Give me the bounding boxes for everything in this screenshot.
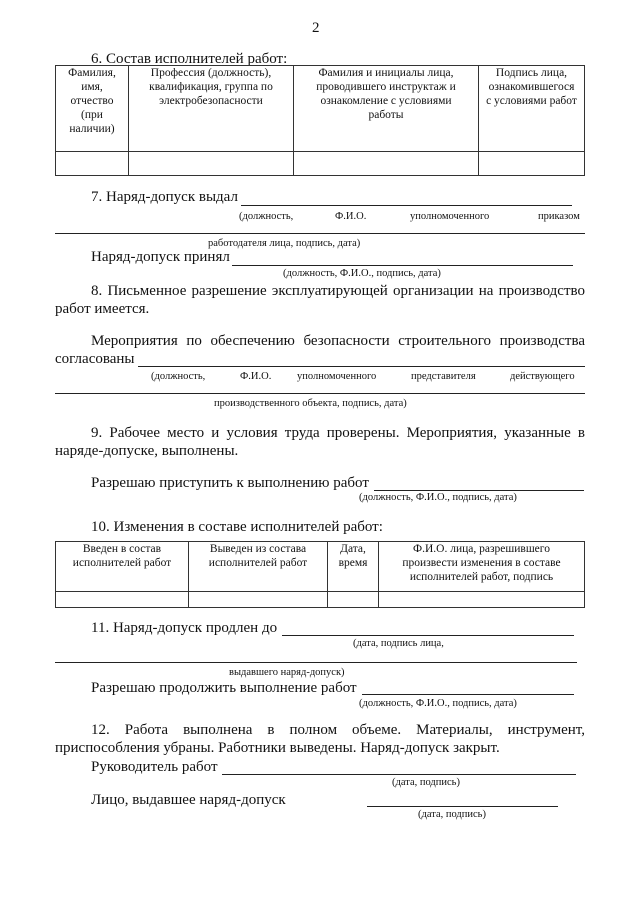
section-6-title: 6. Состав исполнителей работ:: [91, 51, 288, 67]
hint-order: приказом: [538, 211, 580, 222]
page-number: 2: [312, 20, 320, 36]
section-9-line1: 9. Рабочее место и условия труда проверены. Мероприятия, указанные в: [91, 425, 585, 441]
header-added: Введен в состав исполнителей работ: [56, 542, 189, 592]
extended-line-2[interactable]: [55, 662, 577, 663]
section-8-line1: 8. Письменное разрешение эксплуатирующей организации на производство: [91, 283, 585, 299]
accepted-by-line[interactable]: [232, 265, 573, 266]
header-profession: Профессия (должность), квалификация, группа по электробезопасности: [129, 66, 294, 152]
allow-start-hint: (должность, Ф.И.О., подпись, дата): [359, 492, 517, 503]
manager-hint: (дата, подпись): [392, 777, 460, 788]
header-datetime: Дата, время: [328, 542, 379, 592]
hint-employer: работодателя лица, подпись, дата): [208, 238, 361, 249]
measures-line2: согласованы: [55, 351, 135, 367]
accepted-by-label: Наряд-допуск принял: [91, 249, 230, 265]
measures-hint-position: (должность,: [151, 371, 206, 382]
manager-line[interactable]: [222, 774, 576, 775]
cell-profession[interactable]: [129, 152, 294, 176]
cell-datetime[interactable]: [328, 592, 379, 608]
cell-full-name[interactable]: [56, 152, 129, 176]
section-9-line2: наряде-допуске, выполнены.: [55, 443, 239, 459]
header-authorizer: Ф.И.О. лица, разрешившего произвести изменения в составе исполнителей работ, подпись: [379, 542, 585, 592]
allow-continue-label: Разрешаю продолжить выполнение работ: [91, 680, 357, 696]
header-full-name: Фамилия, имя, отчество (при наличии): [56, 66, 129, 152]
measures-hint-object: производственного объекта, подпись, дата): [214, 398, 407, 409]
extended-line[interactable]: [282, 635, 574, 636]
hint-name: Ф.И.О.: [335, 211, 367, 222]
section-8-line2: работ имеется.: [55, 301, 150, 317]
section-12-line2: приспособления убраны. Работники выведены. Наряд-допуск закрыт.: [55, 740, 500, 756]
extended-label: 11. Наряд-допуск продлен до: [91, 620, 278, 636]
allow-start-label: Разрешаю приступить к выполнению работ: [91, 475, 369, 491]
header-instructor: Фамилия и инициалы лица, проводившего инструктаж и ознакомление с условиями работы: [294, 66, 479, 152]
measures-line[interactable]: [138, 366, 585, 367]
header-removed: Выведен из состава исполнителей работ: [189, 542, 328, 592]
issuer-line[interactable]: [367, 806, 558, 807]
allow-continue-hint: (должность, Ф.И.О., подпись, дата): [359, 698, 517, 709]
allow-continue-line[interactable]: [362, 694, 574, 695]
measures-line1: Мероприятия по обеспечению безопасности строительного производства: [91, 333, 585, 349]
changes-header-row: [56, 542, 585, 592]
measures-line-2[interactable]: [55, 393, 585, 394]
issuer-hint: (дата, подпись): [418, 809, 486, 820]
cell-added[interactable]: [56, 592, 189, 608]
extended-hint-2: выдавшего наряд-допуск): [229, 667, 345, 678]
cell-authorizer[interactable]: [379, 592, 585, 608]
hint-authorized: уполномоченного: [410, 211, 490, 222]
changes-table: [55, 541, 585, 608]
cell-removed[interactable]: [189, 592, 328, 608]
section-10-title: 10. Изменения в составе исполнителей работ:: [91, 519, 383, 535]
section-12-line1: 12. Работа выполнена в полном объеме. Материалы, инструмент,: [91, 722, 585, 738]
changes-empty-row: [56, 592, 585, 608]
hint-position: (должность,: [239, 211, 294, 222]
issuer-label: Лицо, выдавшее наряд-допуск: [91, 792, 286, 808]
accepted-by-hint: (должность, Ф.И.О., подпись, дата): [283, 268, 441, 279]
measures-hint-authorized: уполномоченного: [297, 371, 377, 382]
cell-instructor[interactable]: [294, 152, 479, 176]
measures-hint-operating: действующего: [510, 371, 575, 382]
executors-empty-row: [56, 152, 585, 176]
executors-table: [55, 65, 585, 176]
extended-hint-1: (дата, подпись лица,: [353, 638, 444, 649]
issued-by-label: 7. Наряд-допуск выдал: [91, 189, 238, 205]
measures-hint-name: Ф.И.О.: [240, 371, 272, 382]
header-signature: Подпись лица, ознакомившегося с условиями работ: [479, 66, 585, 152]
measures-hint-representative: представителя: [411, 371, 476, 382]
manager-label: Руководитель работ: [91, 759, 218, 775]
executors-header-row: [56, 66, 585, 152]
issued-by-line-2[interactable]: [55, 233, 585, 234]
cell-signature[interactable]: [479, 152, 585, 176]
issued-by-line[interactable]: [241, 205, 572, 206]
